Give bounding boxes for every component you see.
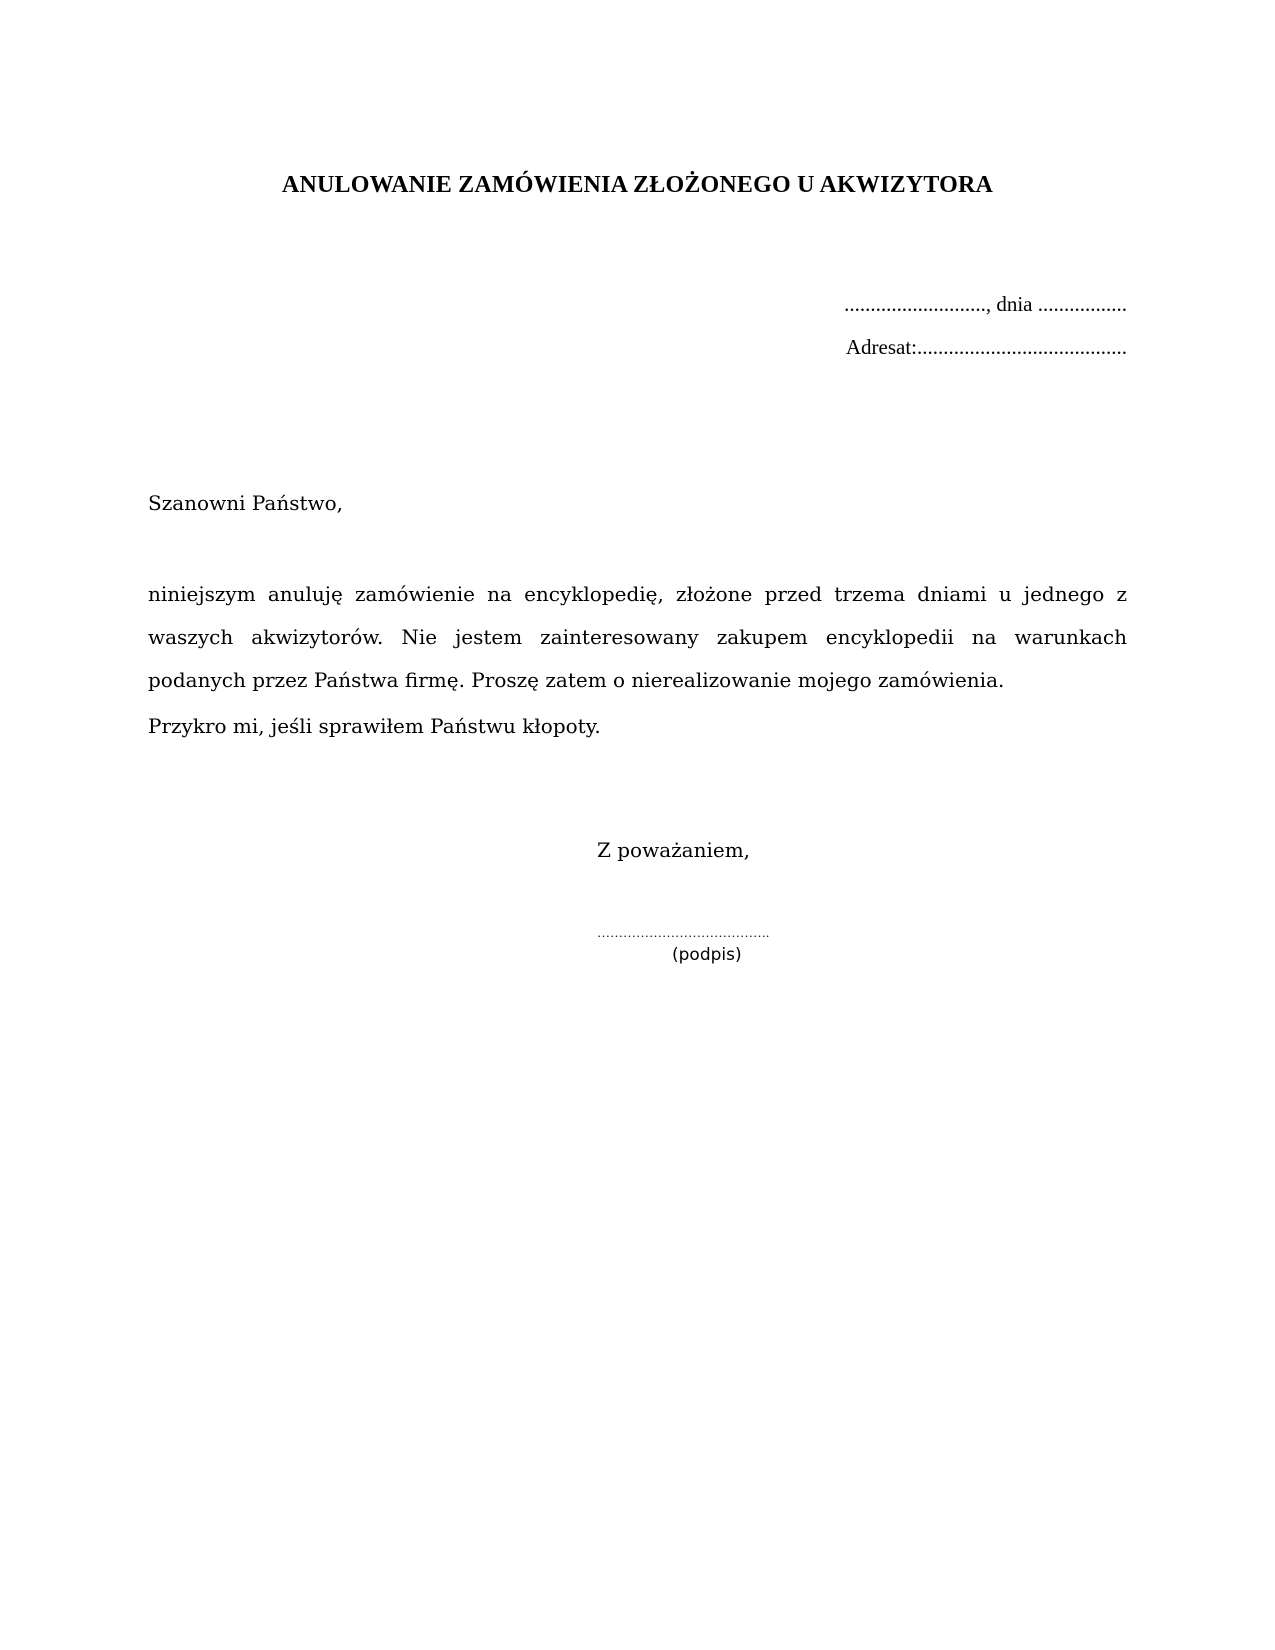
regards: Z poważaniem, [597,838,751,862]
addressee-line: Adresat:........................................ [845,335,1127,359]
apology-line: Przykro mi, jeśli sprawiłem Państwu kłopoty. [148,714,601,738]
signature-line: …………………………………. [597,925,770,940]
body-paragraph: niniejszym anuluję zamówienie na encyklopedię, złożone przed trzema dniami u jednego z waszych akwizytorów. Nie jestem zainteresowany zakupem encyklopedii na warunkach podanych przez Państwa firmę. Proszę zatem o nierealizowanie mojego zamówienia. [148,582,1127,692]
signature-label: (podpis) [672,945,742,965]
document-title: ANULOWANIE ZAMÓWIENIA ZŁOŻONEGO U AKWIZYTORA [281,172,994,198]
place-date-line: ..........................., dnia ................. [844,292,1127,316]
salutation: Szanowni Państwo, [148,491,344,515]
